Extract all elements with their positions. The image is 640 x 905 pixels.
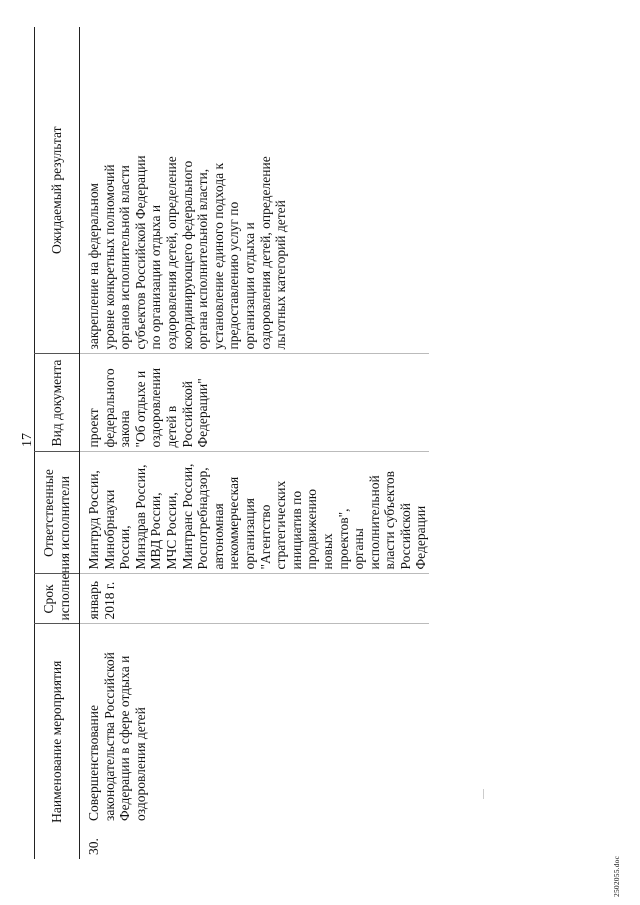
measures-table — [34, 27, 429, 859]
page-number: 17 — [20, 433, 35, 447]
header-result: Ожидаемый результат — [35, 27, 80, 354]
header-name: Наименование мероприятия — [35, 624, 80, 859]
header-executors: Ответственные исполнители — [35, 452, 80, 574]
cell-result: закрепление на федеральном уровне конкретных полномочий органов исполнительной власти субъектов Российской Федерации по организации отдыха и оздоровления детей, определение координирующего федерального органа исполнительной власти, установление единого подхода к предоставлению услуг по организации отдыха и оздоровления детей, определение льготных категорий детей — [80, 27, 430, 354]
row-name: Совершенствование законодательства Российской Федерации в сфере отдыха и оздоровления детей — [86, 652, 148, 821]
header-doc-type: Вид документа — [35, 354, 80, 452]
document-id: 2502055.doc — [612, 855, 621, 897]
cell-executors: Минтруд России, Минобрнауки России, Минздрав России, МВД России, МЧС России, Минтранс России, Роспотребнадзор, автономная некоммерческая организация "Агентство стратегических инициатив по продвижению новых проектов", органы исполнительной власти субъектов Российской Федерации — [80, 452, 430, 574]
header-deadline: Срок исполнения — [35, 574, 80, 624]
table-header-row — [35, 27, 80, 859]
table-row — [80, 27, 430, 859]
scan-mark — [483, 789, 484, 799]
row-number: 30. — [86, 838, 101, 855]
cell-doc-type: проект федерального закона "Об отдыхе и оздоровлении детей в Российской Федерации" — [80, 354, 430, 452]
cell-deadline: январь 2018 г. — [80, 574, 430, 624]
cell-name — [80, 624, 430, 859]
